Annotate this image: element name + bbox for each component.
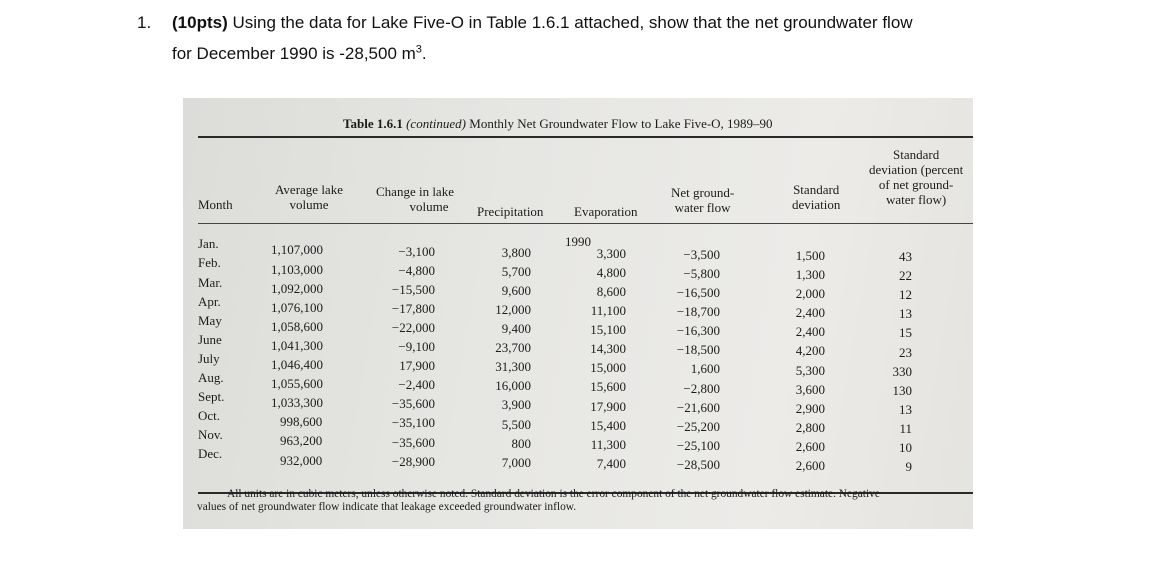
cell-month: Feb.	[198, 255, 221, 271]
header-change-volume-l2: volume	[409, 199, 449, 214]
header-std-pct-l4: water flow)	[885, 192, 947, 207]
header-std-dev-l2: deviation	[792, 197, 841, 212]
cell-sd: 3,600	[795, 381, 825, 397]
cell-change: −9,100	[398, 339, 435, 354]
header-avg-volume-l1: Average lake	[275, 182, 343, 197]
cell-change: −3,100	[398, 243, 435, 259]
header-avg-volume	[275, 182, 343, 212]
cell-pct: 15	[899, 325, 912, 341]
header-std-dev	[792, 182, 840, 212]
table-year: 1990	[565, 234, 591, 249]
header-std-dev-l1: Standard	[793, 182, 840, 197]
cell-net: −5,800	[683, 265, 720, 281]
cell-net: −2,800	[683, 380, 720, 396]
cell-sd: 2,400	[795, 324, 825, 340]
cell-net: −25,200	[676, 418, 720, 434]
header-avg-volume-l2: volume	[289, 197, 329, 212]
cell-evap: 15,000	[590, 360, 626, 376]
cell-month: May	[198, 312, 222, 328]
cell-pct: 12	[899, 287, 912, 303]
cell-net: 1,600	[690, 361, 720, 377]
cell-sd: 2,400	[795, 305, 825, 321]
cell-avg: 1,092,000	[271, 280, 323, 296]
header-net-flow-l1: Net ground-	[671, 185, 735, 200]
cell-avg: 1,107,000	[271, 242, 323, 258]
question-line-2	[172, 44, 427, 64]
cell-avg: 1,033,300	[271, 395, 323, 411]
cell-avg: 1,046,400	[271, 357, 323, 372]
header-std-pct-l3: of net ground-	[878, 177, 954, 192]
cell-evap: 15,100	[590, 322, 626, 338]
cell-precip: 16,000	[495, 378, 531, 394]
header-evaporation: Evaporation	[574, 204, 638, 219]
cell-precip: 31,300	[495, 359, 531, 375]
cell-evap: 3,300	[596, 245, 626, 261]
cell-precip: 5,700	[501, 263, 531, 279]
cell-change: −2,400	[398, 377, 435, 393]
question-line-1-text: Using the data for Lake Five-O in Table 1.6.1 attached, show that the net groundwater flow	[227, 13, 913, 32]
cell-evap: 4,800	[596, 264, 626, 280]
cell-month: Jan.	[198, 236, 219, 252]
cell-net: −18,500	[676, 342, 720, 358]
cell-month: Aug.	[198, 370, 224, 385]
cell-change: 17,900	[399, 358, 435, 374]
table-title-label: Table 1.6.1	[343, 116, 403, 131]
cell-precip: 12,000	[495, 301, 531, 317]
cell-evap: 14,300	[590, 341, 626, 357]
cell-precip: 23,700	[495, 340, 531, 356]
cell-precip: 3,800	[501, 244, 531, 260]
cell-evap: 8,600	[596, 283, 626, 299]
cell-precip: 9,600	[501, 282, 531, 298]
cell-precip: 7,000	[501, 454, 531, 470]
cell-net: −28,500	[676, 456, 720, 472]
table-top-rule	[198, 136, 973, 138]
header-change-volume	[376, 184, 454, 214]
cell-change: −22,000	[391, 319, 435, 335]
table-title-text: Monthly Net Groundwater Flow to Lake Five-O, 1989–90	[466, 116, 773, 131]
cell-month: June	[198, 331, 222, 347]
cell-month: Nov.	[198, 427, 223, 443]
cell-sd: 2,000	[795, 286, 825, 302]
cell-net: −16,300	[676, 323, 720, 339]
footnote-line-1: All units are in cubic meters, unless otherwise noted. Standard deviation is the error component of the net groundwater flow estimate. Negative	[227, 488, 880, 500]
question-line-2-text: for December 1990 is -28,500 m	[172, 44, 416, 63]
cell-month: Oct.	[198, 408, 221, 424]
cell-month: Apr.	[198, 293, 221, 309]
header-net-flow	[671, 185, 734, 215]
cell-precip: 800	[511, 435, 531, 451]
cell-pct: 9	[905, 459, 912, 475]
cell-sd: 1,300	[795, 267, 825, 282]
cell-change: −17,800	[391, 300, 435, 316]
cell-change: −35,600	[391, 434, 435, 450]
cell-net: −25,100	[676, 437, 720, 453]
cell-avg: 1,041,300	[271, 337, 323, 353]
cell-sd: 2,800	[795, 419, 825, 435]
cell-pct: 43	[899, 249, 912, 264]
cell-sd: 4,200	[795, 343, 825, 359]
question-line-2-end: .	[421, 44, 427, 63]
cell-sd: 2,900	[795, 400, 825, 416]
header-net-flow-l2: water flow	[674, 200, 731, 215]
cell-sd: 2,600	[795, 438, 825, 454]
cell-evap: 15,600	[590, 379, 626, 395]
table-title	[343, 116, 773, 132]
cell-evap: 11,100	[590, 303, 626, 318]
cell-pct: 130	[892, 382, 912, 398]
cell-avg: 1,058,600	[271, 318, 323, 334]
cell-pct: 13	[899, 306, 912, 322]
cell-pct: 22	[899, 268, 912, 284]
cell-change: −4,800	[398, 262, 435, 278]
cell-month: July	[198, 350, 220, 366]
cell-month: Mar.	[198, 274, 223, 290]
cell-change: −15,500	[391, 281, 435, 297]
table-header-rule	[198, 223, 973, 224]
table-title-italic: (continued)	[406, 116, 467, 131]
cell-pct: 11	[899, 420, 912, 436]
cell-evap: 11,300	[590, 436, 626, 452]
cell-sd: 5,300	[795, 362, 825, 378]
cell-change: −35,600	[391, 396, 435, 412]
table-photo	[183, 98, 973, 529]
header-change-volume-l1: Change in lake	[376, 184, 454, 199]
table-footnote	[197, 488, 967, 514]
cell-net: −18,700	[676, 304, 720, 320]
cell-evap: 17,900	[590, 398, 626, 414]
cell-avg: 932,000	[280, 452, 323, 468]
header-std-pct	[869, 147, 963, 207]
cell-change: −35,100	[391, 415, 435, 431]
question-line-1	[172, 13, 913, 33]
cell-precip: 5,500	[501, 416, 531, 432]
question-superscript: 3	[415, 43, 422, 56]
cell-pct: 13	[899, 401, 912, 417]
cell-precip: 9,400	[501, 321, 531, 336]
cell-month: Sept.	[198, 389, 225, 405]
cell-avg: 1,103,000	[271, 261, 323, 277]
cell-month: Dec.	[198, 446, 223, 462]
cell-avg: 1,055,600	[271, 376, 323, 392]
cell-precip: 3,900	[501, 397, 531, 413]
cell-sd: 1,500	[795, 247, 825, 263]
header-precipitation: Precipitation	[477, 204, 544, 219]
cell-evap: 15,400	[590, 417, 626, 433]
cell-net: −21,600	[676, 399, 720, 415]
cell-avg: 1,076,100	[271, 299, 323, 315]
header-std-pct-l1: Standard	[893, 147, 940, 162]
cell-avg: 998,600	[280, 414, 323, 430]
cell-change: −28,900	[391, 453, 435, 469]
cell-avg: 963,200	[280, 433, 323, 449]
header-month: Month	[198, 197, 233, 212]
cell-sd: 2,600	[795, 458, 825, 473]
question-number: 1.	[137, 13, 152, 32]
header-std-pct-l2: deviation (percent	[869, 162, 964, 177]
cell-net: −3,500	[683, 246, 720, 262]
question-points: (10pts)	[172, 13, 228, 32]
cell-pct: 330	[892, 363, 912, 379]
cell-pct: 10	[899, 440, 912, 455]
cell-net: −16,500	[676, 285, 720, 300]
cell-evap: 7,400	[596, 455, 626, 471]
footnote-line-2: values of net groundwater flow indicate that leakage exceeded groundwater inflow.	[197, 501, 577, 513]
cell-pct: 23	[899, 344, 912, 360]
